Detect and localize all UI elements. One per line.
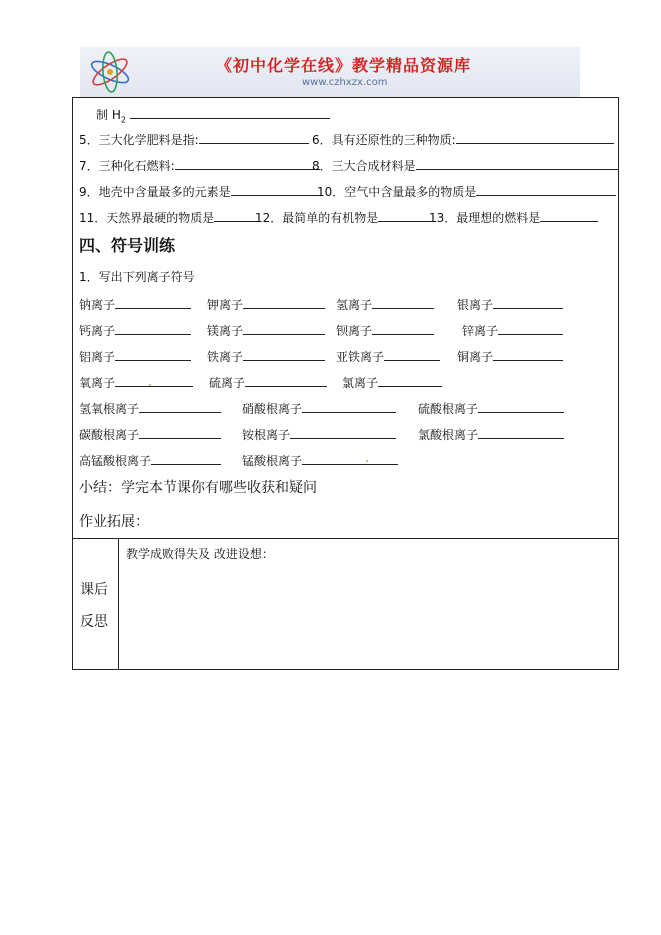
reflection-column-divider bbox=[118, 538, 119, 670]
banner-title: 《初中化学在线》教学精品资源库 bbox=[216, 56, 472, 75]
ion-item: 硫酸根离子 bbox=[418, 400, 564, 416]
atom-logo-icon bbox=[86, 51, 134, 93]
ion-item: 铝离子 bbox=[79, 348, 191, 364]
answer-blank[interactable] bbox=[290, 426, 396, 439]
ion-item: 锰酸根离子 bbox=[242, 452, 398, 468]
item-5: 5．三大化学肥料是指: bbox=[79, 131, 309, 147]
ion-item: 硝酸根离子 bbox=[242, 400, 396, 416]
ion-item: 钠离子 bbox=[79, 296, 191, 312]
ion-item: 钙离子 bbox=[79, 322, 191, 338]
ion-item: 铁离子 bbox=[207, 348, 325, 364]
ion-item: 氯酸根离子 bbox=[418, 426, 564, 442]
table-divider bbox=[72, 538, 619, 539]
answer-blank[interactable] bbox=[231, 183, 323, 196]
answer-blank[interactable] bbox=[372, 296, 434, 309]
answer-blank[interactable] bbox=[151, 452, 221, 465]
answer-blank[interactable] bbox=[540, 209, 598, 222]
ion-item: 硫离子 bbox=[209, 374, 327, 390]
ion-item: 氢离子 bbox=[336, 296, 434, 312]
answer-blank[interactable] bbox=[139, 400, 221, 413]
answer-blank[interactable] bbox=[478, 400, 564, 413]
scan-speck bbox=[149, 384, 151, 386]
answer-blank[interactable] bbox=[115, 296, 191, 309]
item-9: 9．地壳中含量最多的元素是 bbox=[79, 183, 323, 199]
header-banner bbox=[80, 47, 580, 97]
answer-blank[interactable] bbox=[245, 374, 327, 387]
answer-blank[interactable] bbox=[243, 322, 325, 335]
answer-blank[interactable] bbox=[243, 296, 325, 309]
item-7: 7．三种化石燃料: bbox=[79, 157, 320, 173]
answer-blank[interactable] bbox=[493, 296, 563, 309]
summary-text: 小结：学完本节课你有哪些收获和疑问 bbox=[79, 480, 317, 496]
ion-item: 锌离子 bbox=[462, 322, 563, 338]
answer-blank[interactable] bbox=[478, 426, 564, 439]
ion-item: 钡离子 bbox=[336, 322, 434, 338]
answer-blank[interactable] bbox=[139, 426, 221, 439]
ion-item: 钾离子 bbox=[207, 296, 325, 312]
answer-blank[interactable] bbox=[384, 348, 440, 361]
section-prompt: 1．写出下列离子符号 bbox=[79, 270, 195, 284]
ion-item: 铵根离子 bbox=[242, 426, 396, 442]
item-6: 6．具有还原性的三种物质: bbox=[312, 131, 614, 147]
item-8: 8．三大合成材料是 bbox=[312, 157, 618, 173]
ion-item: 铜离子 bbox=[457, 348, 563, 364]
ion-item: 碳酸根离子 bbox=[79, 426, 221, 442]
answer-blank[interactable] bbox=[243, 348, 325, 361]
answer-blank[interactable] bbox=[498, 322, 563, 335]
item-13: 13．最理想的燃料是 bbox=[429, 209, 598, 225]
item-11: 11．天然界最硬的物质是 bbox=[79, 209, 260, 225]
ion-item: 亚铁离子 bbox=[336, 348, 440, 364]
answer-blank[interactable] bbox=[493, 348, 563, 361]
item-12: 12．最简单的有机物是 bbox=[255, 209, 436, 225]
answer-blank[interactable] bbox=[476, 183, 616, 196]
reflection-label-line2: 反思 bbox=[80, 614, 108, 630]
answer-blank[interactable] bbox=[416, 157, 618, 170]
ion-item: 镁离子 bbox=[207, 322, 325, 338]
item-10: 10．空气中含量最多的物质是 bbox=[317, 183, 616, 199]
answer-blank[interactable] bbox=[214, 209, 260, 222]
answer-blank[interactable] bbox=[115, 322, 191, 335]
answer-blank[interactable] bbox=[302, 400, 396, 413]
ion-item: 氯离子 bbox=[342, 374, 442, 390]
ion-item: 银离子 bbox=[457, 296, 563, 312]
scan-speck bbox=[366, 460, 368, 462]
ion-item: 氢氧根离子 bbox=[79, 400, 221, 416]
banner-url: www.czhxzx.com bbox=[302, 77, 388, 88]
reflection-label-line1: 课后 bbox=[80, 582, 108, 598]
ion-item: 高锰酸根离子 bbox=[79, 452, 221, 468]
item-line-h2: 制 $H_2$ bbox=[96, 106, 330, 127]
answer-blank[interactable] bbox=[199, 131, 309, 144]
answer-blank[interactable] bbox=[175, 157, 320, 170]
ion-item: 氧离子 bbox=[79, 374, 193, 390]
answer-blank[interactable] bbox=[372, 322, 434, 335]
reflection-prompt: 教学成败得失及 改进设想： bbox=[126, 547, 274, 561]
answer-blank[interactable] bbox=[115, 348, 191, 361]
homework-text: 作业拓展： bbox=[79, 514, 149, 530]
answer-blank[interactable] bbox=[115, 374, 193, 387]
answer-blank[interactable] bbox=[130, 106, 330, 119]
answer-blank[interactable] bbox=[378, 209, 436, 222]
section-heading: 四、符号训练 bbox=[79, 236, 176, 255]
answer-blank[interactable] bbox=[378, 374, 442, 387]
answer-blank[interactable] bbox=[456, 131, 614, 144]
answer-blank[interactable] bbox=[302, 452, 398, 465]
